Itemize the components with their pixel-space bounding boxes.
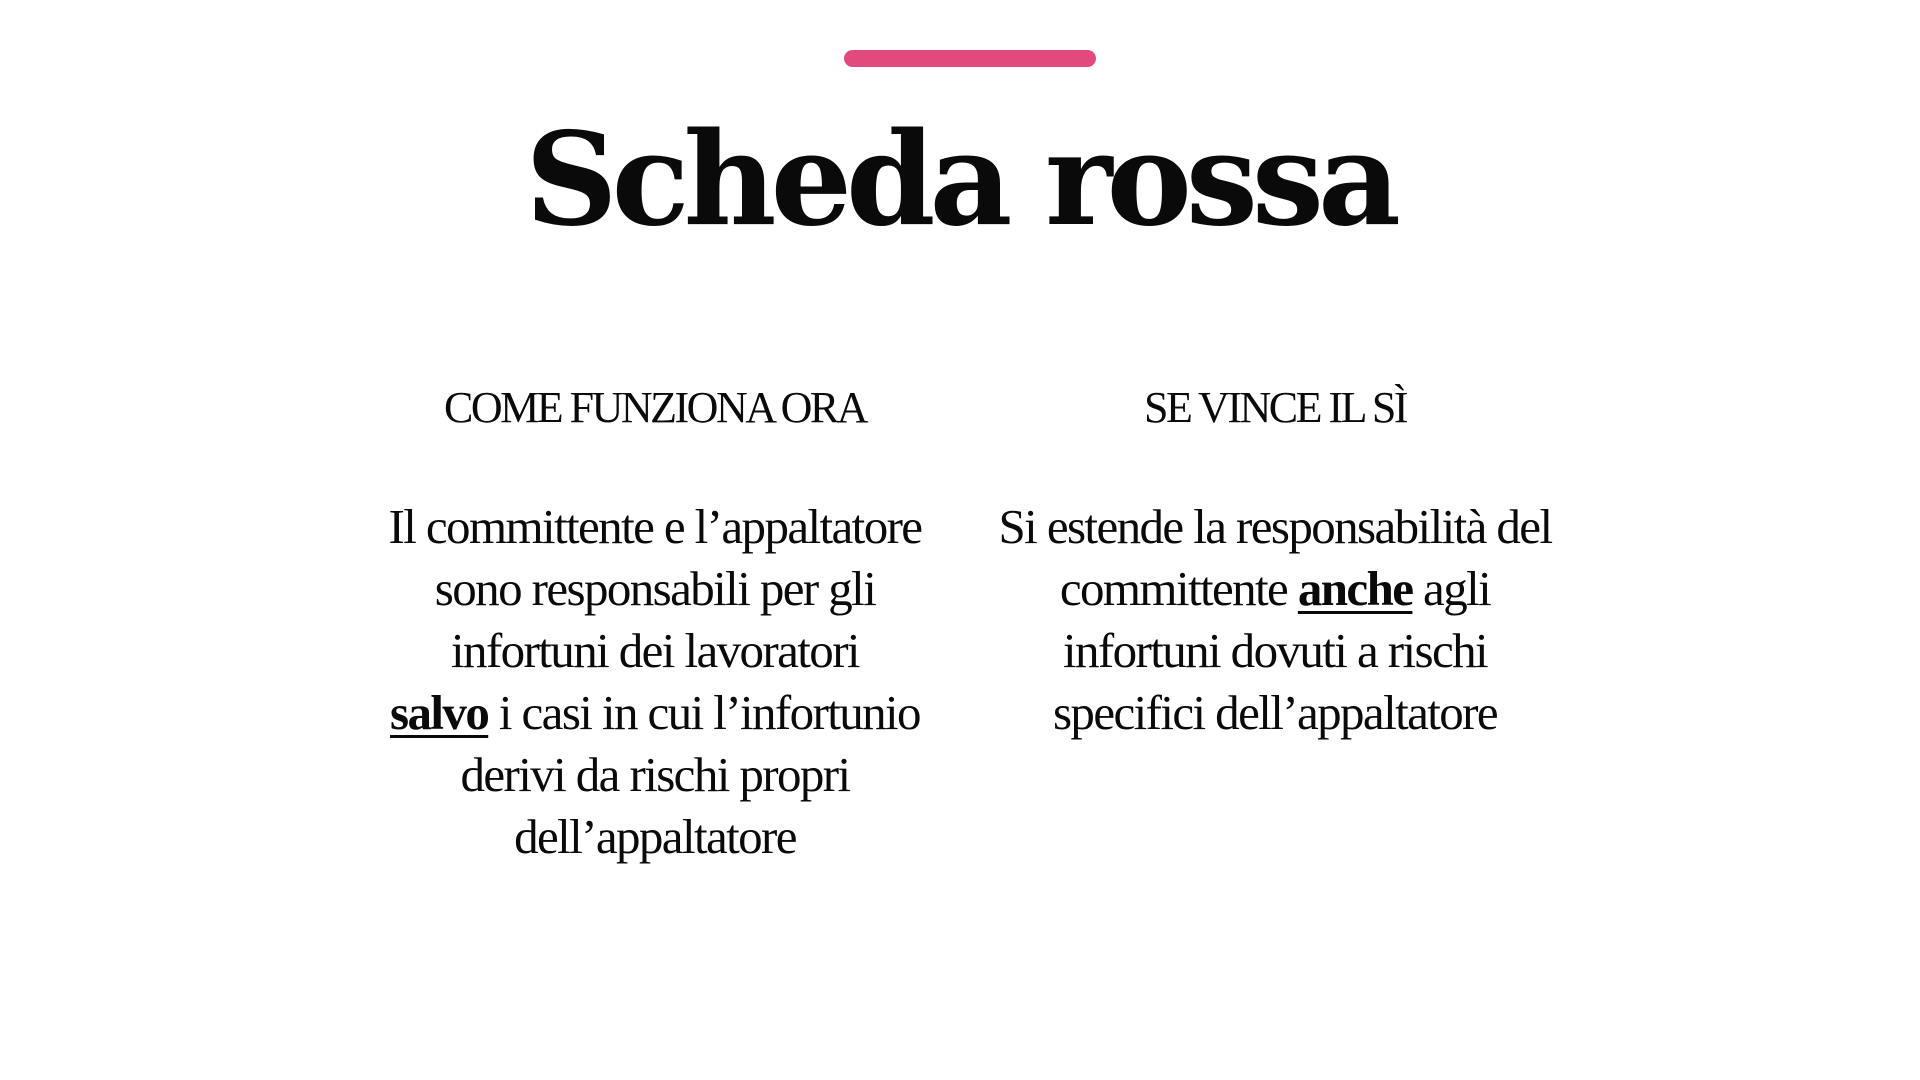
accent-bar bbox=[844, 50, 1096, 67]
body-text: i casi in cui l’infortunio derivi da rischi propri dell’appaltatore bbox=[460, 685, 920, 864]
emphasis-text: salvo bbox=[390, 685, 489, 740]
column-body bbox=[995, 496, 1555, 744]
body-text: Si estende la responsabilità del committente bbox=[998, 499, 1552, 616]
column-current bbox=[375, 378, 935, 868]
emphasis-text: anche bbox=[1297, 561, 1413, 616]
column-body bbox=[375, 496, 935, 868]
slide-title: Scheda rossa bbox=[525, 105, 1395, 255]
column-heading: COME FUNZIONA ORA bbox=[444, 383, 866, 432]
column-if-yes bbox=[995, 378, 1555, 744]
body-text: Il committente e l’appaltatore sono responsabili per gli infortuni dei lavoratori bbox=[388, 499, 922, 678]
body-text: agli infortuni dovuti a rischi specifici dell’appaltatore bbox=[1052, 561, 1498, 740]
column-heading: SE VINCE IL SÌ bbox=[1144, 383, 1406, 432]
